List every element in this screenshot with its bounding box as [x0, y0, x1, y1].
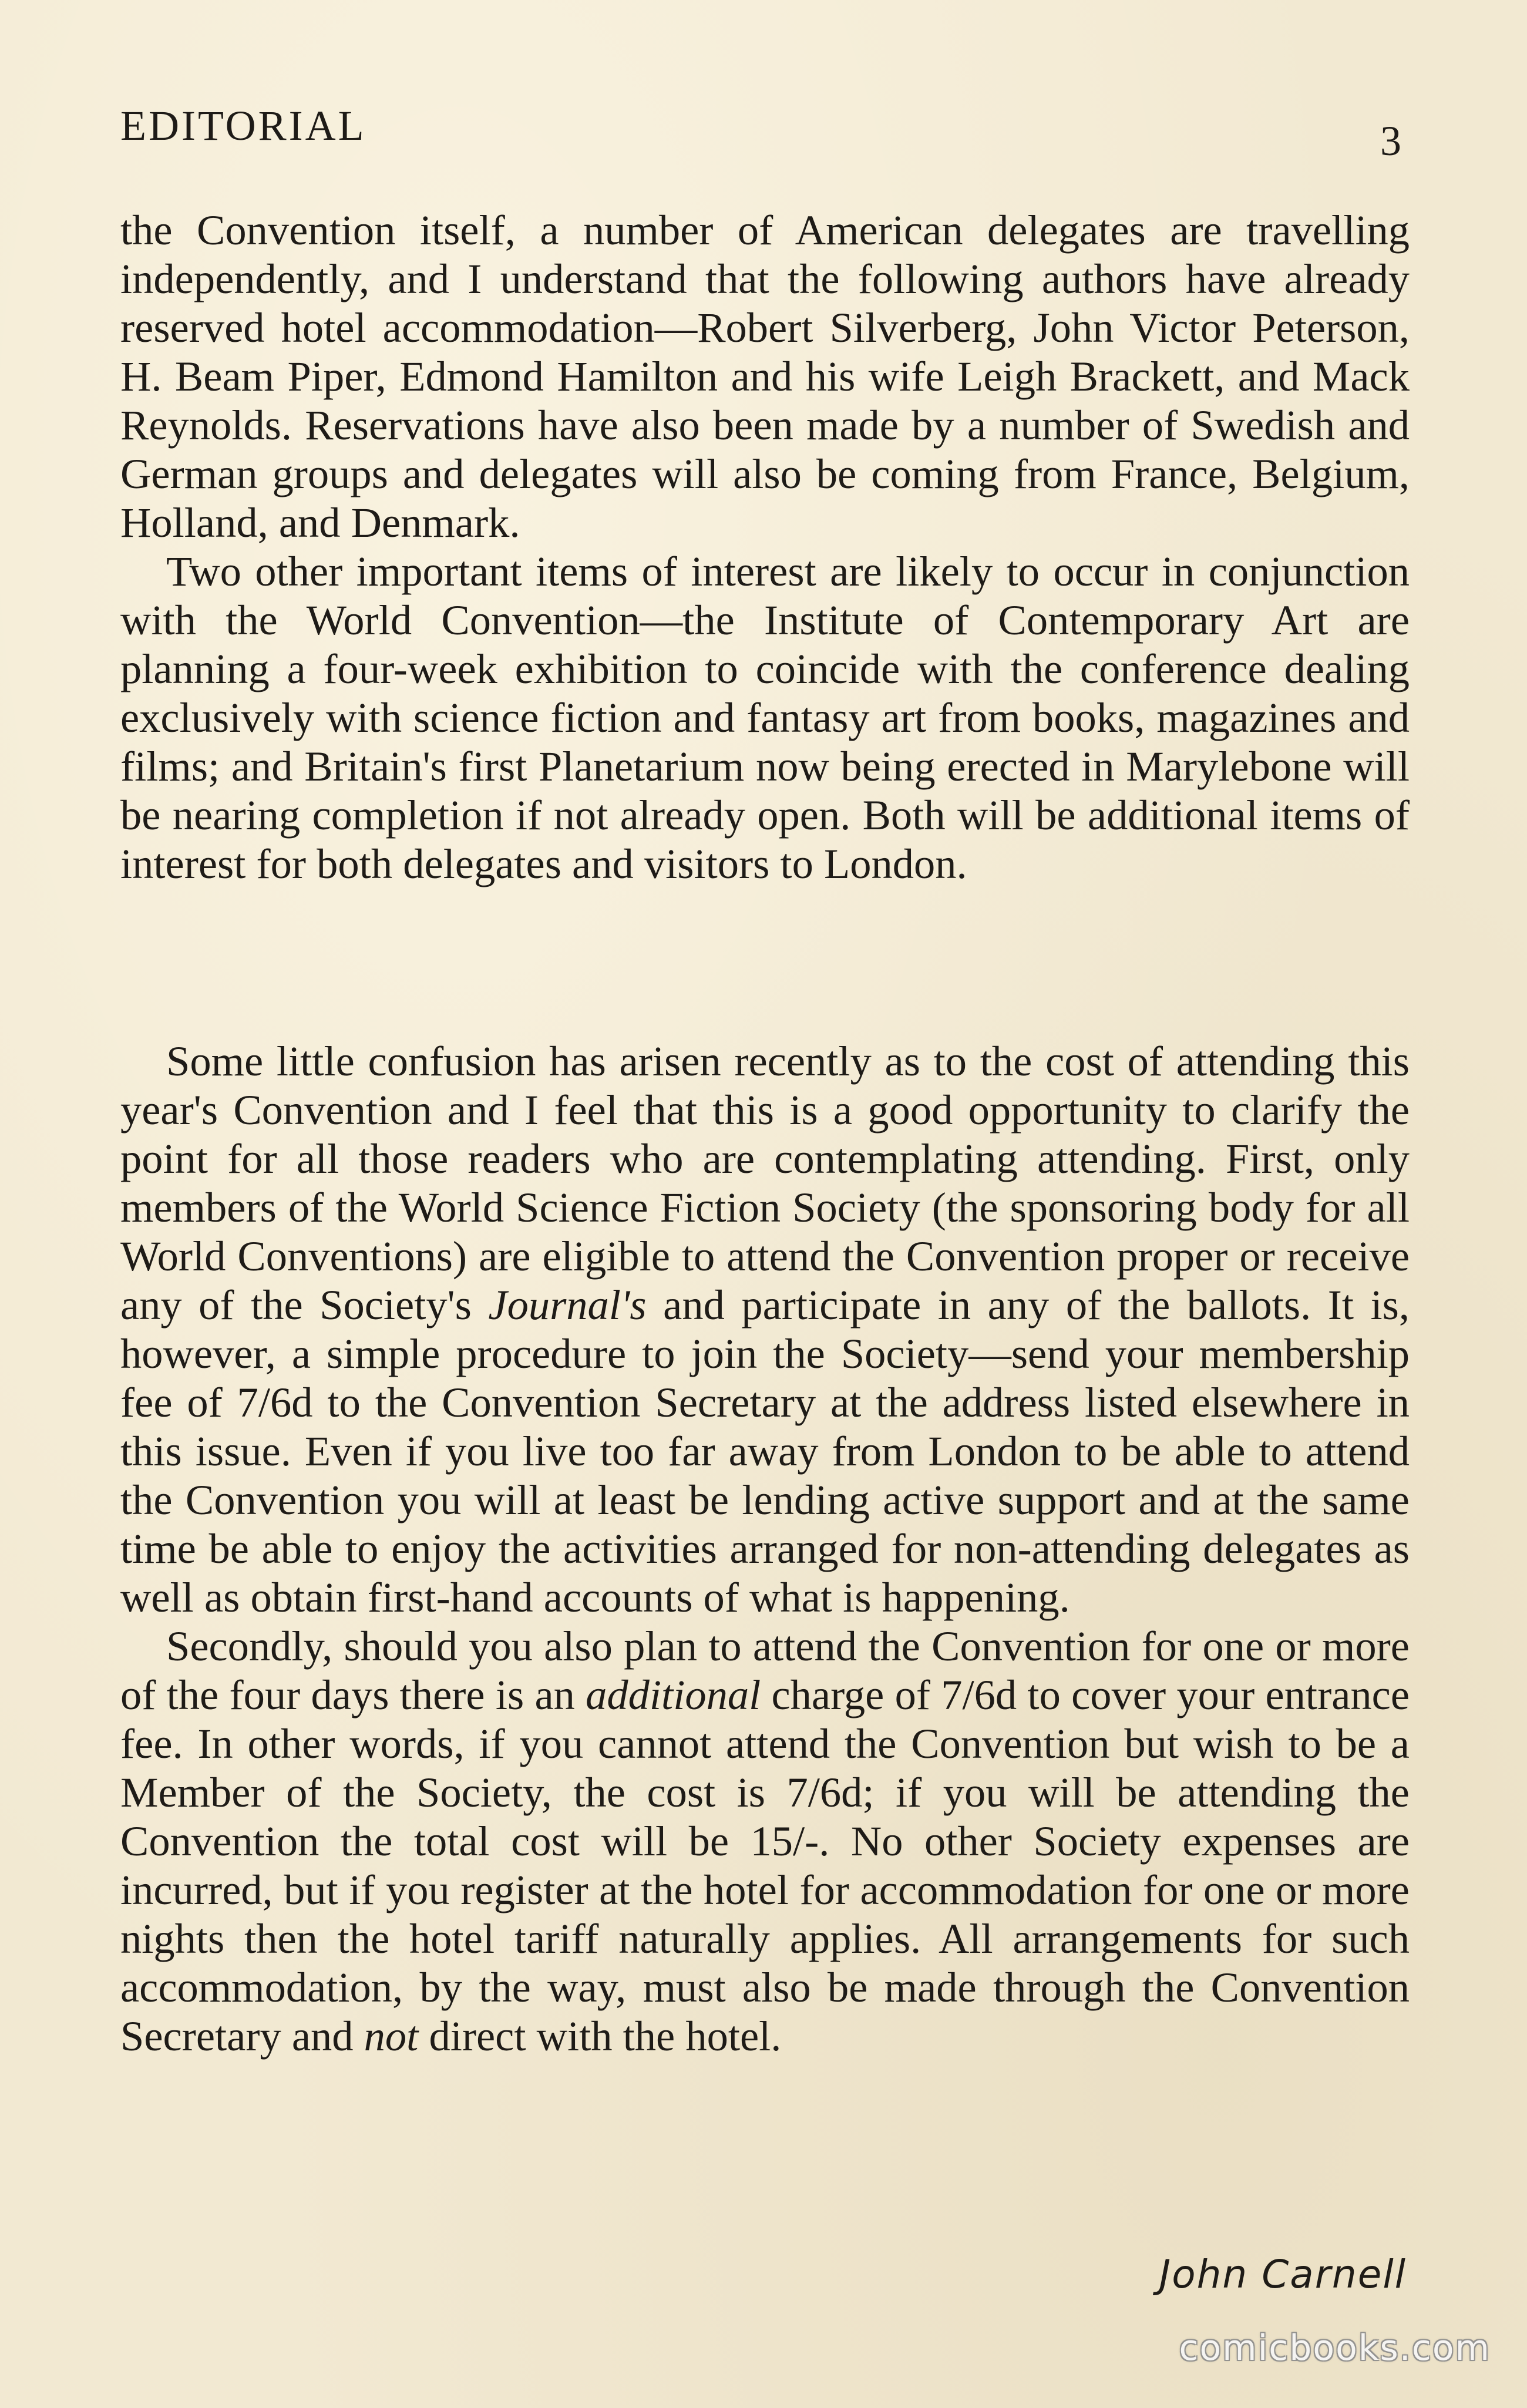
source-watermark: comicbooks.com [1179, 2328, 1491, 2369]
emphasis-text: Journal's [488, 1281, 647, 1329]
author-signature: John Carnell [1159, 2252, 1407, 2297]
paragraph: Two other important items of interest are likely to occur in conjunction with the World Convention—the Institute of Contemporary Art are planning a four-week exhibition to coincide with the conference dealing exclusively with science fiction and fantasy art from books, magazines and films; and Britain's first Planetarium now being erected in Marylebone will be nearing completion if not already open. Both will be additional items of interest for both delegates and visitors to London. [120, 547, 1410, 887]
emphasis-text: additional [586, 1671, 761, 1718]
editorial-text-part-2 [120, 1037, 1410, 2060]
paragraph-text: Secondly, should you also plan to attend the Convention for one or more of the four days there is an [120, 1622, 1410, 1718]
running-header: EDITORIAL [120, 102, 366, 149]
paragraph: the Convention itself, a number of American delegates are travelling independently, and I understand that the following authors have already reserved hotel accommodation—Robert Silverberg, John Victor Peterson, H. Beam Piper, Edmond Hamilton and his wife Leigh Brackett, and Mack Reynolds. Reservations have also been made by a number of Swedish and German groups and delegates will also be coming from France, Belgium, Holland, and Denmark. [120, 206, 1410, 546]
emphasis-text: not [364, 2012, 419, 2060]
paragraph-text: charge of 7/6d to cover your entrance fee. In other words, if you cannot attend the Convention but wish to be a Member of the Society, the cost is 7/6d; if you will be attending the Convention the total cost will be 15/-. No other Society expenses are incurred, but if you register at the hotel for accommodation for one or more nights then the hotel tariff naturally applies. All arrangements for such accommodation, by the way, must also be made through the Convention Secretary and [120, 1671, 1410, 2060]
paragraph-text: and participate in any of the ballots. It is, however, a simple procedure to join the Society—send your membership fee of 7/6d to the Convention Secretary at the address listed elsewhere in this issue. Even if you live too far away from London to be able to attend the Convention you will at least be lending active support and at the same time be able to enjoy the activities arranged for non-attending delegates as well as obtain first-hand accounts of what is happening. [120, 1281, 1410, 1621]
editorial-text-part-1 [120, 206, 1410, 888]
paragraph [120, 1622, 1410, 2060]
page-number: 3 [1380, 117, 1401, 164]
paragraph [120, 1037, 1410, 1622]
paragraph-text: direct with the hotel. [418, 2012, 782, 2060]
paragraph-text: Some little confusion has arisen recently as to the cost of attending this year's Convention and I feel that this is a good opportunity to clarify the point for all those readers who are contemplating attending. First, only members of the World Science Fiction Society (the sponsoring body for all World Conventions) are eligible to attend the Convention proper or receive any of the Society's [120, 1037, 1410, 1329]
